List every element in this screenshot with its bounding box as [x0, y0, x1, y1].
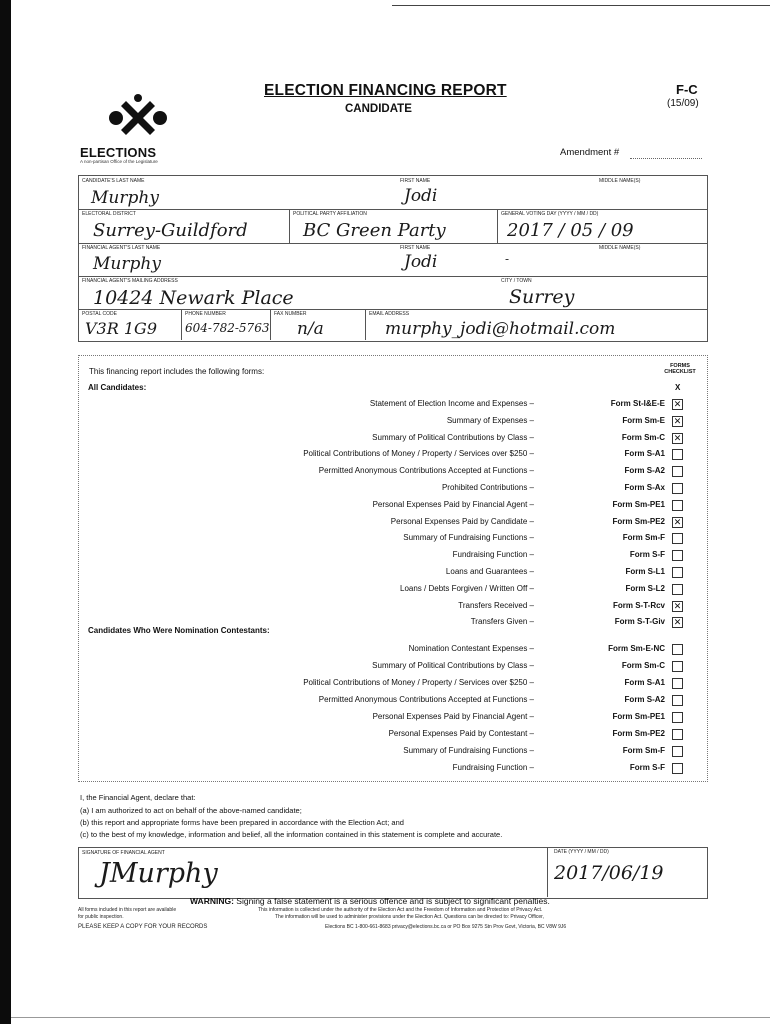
mailing-address-field[interactable]: 10424 Newark Place [93, 287, 294, 309]
form-code: Form Sm-C [621, 661, 665, 670]
party-label: POLITICAL PARTY AFFILIATION [293, 211, 367, 217]
form-code: Form Sm-PE2 [612, 516, 665, 526]
form-description: Personal Expenses Paid by Contestant – [388, 729, 534, 738]
elections-bc-logo-icon [108, 93, 170, 141]
email-label: EMAIL ADDRESS [369, 311, 410, 317]
form-description: Summary of Fundraising Functions – [403, 746, 534, 755]
signature-date-field[interactable]: 2017/06/19 [554, 862, 664, 884]
form-code: Form Sm-PE1 [612, 499, 665, 509]
declaration-intro: I, the Financial Agent, declare that: [80, 793, 196, 802]
form-checkbox[interactable] [672, 763, 683, 774]
voting-day-label: GENERAL VOTING DAY (YYYY / MM / DD) [501, 211, 599, 217]
footer-right-1: This information is collected under the authority of the Election Act and the Freedom of Information and Protection of Privacy Act. [258, 907, 543, 913]
forms-checklist-mark: X [675, 383, 681, 392]
section-all-candidates: All Candidates: [88, 383, 147, 392]
declaration-a: (a) I am authorized to act on behalf of the above-named candidate; [80, 806, 302, 815]
form-checkbox[interactable]: ✕ [673, 600, 682, 611]
section-nomination-contestants: Candidates Who Were Nomination Contestants: [88, 626, 270, 635]
form-code: Form S-L1 [625, 567, 665, 576]
footer-left-1: All forms included in this report are available [78, 907, 177, 913]
form-row [82, 517, 682, 530]
footer-right-2: The information will be used to administer provisions under the Election Act. Questions can be directed to: Privacy Officer, [275, 914, 544, 920]
form-checkbox[interactable] [672, 483, 683, 494]
contact-row [79, 309, 707, 340]
form-code: Form Sm-F [622, 533, 665, 543]
form-description: Summary of Political Contributions by Class – [372, 661, 534, 670]
divider [365, 309, 366, 340]
form-description: Political Contributions of Money / Property / Services over $250 – [303, 449, 534, 459]
agent-first-name-field[interactable]: Jodi [404, 252, 438, 272]
org-tagline: A non-partisan Office of the Legislature [80, 159, 158, 164]
scan-top-rule [392, 5, 770, 6]
form-code: Form S-L2 [625, 583, 665, 593]
signature-label: SIGNATURE OF FINANCIAL AGENT [82, 850, 165, 856]
form-checkbox[interactable] [672, 466, 683, 477]
form-checkbox[interactable] [672, 712, 683, 723]
form-row [82, 644, 682, 657]
form-description: Fundraising Function – [452, 763, 534, 772]
declaration-c: (c) to the best of my knowledge, information and belief, all the information contained in this statement is complete and accurate. [80, 830, 503, 839]
forms-intro: This financing report includes the following forms: [89, 367, 265, 376]
form-row [82, 500, 682, 513]
form-description: Summary of Fundraising Functions – [403, 533, 534, 543]
form-row [82, 746, 682, 759]
warning-body: Signing a false statement is a serious offence and is subject to significant penalties. [236, 896, 550, 906]
form-code: Form S-F [629, 550, 665, 560]
city-label: CITY / TOWN [501, 278, 532, 284]
scan-left-border [0, 0, 11, 1024]
form-checkbox[interactable] [672, 661, 683, 672]
footer-right-3: Elections BC 1-800-661-8683 privacy@elections.bc.ca or PO Box 9275 Stn Prov Govt, Victoria, BC V8W 9J6 [325, 924, 567, 930]
form-checkbox[interactable] [672, 678, 683, 689]
form-checkbox[interactable] [672, 695, 683, 706]
form-description: Permitted Anonymous Contributions Accepted at Functions – [318, 466, 534, 476]
form-row [82, 550, 682, 563]
candidate-last-name-field[interactable]: Murphy [91, 188, 159, 208]
warning-text [190, 896, 550, 906]
form-checkbox[interactable]: ✕ [673, 432, 682, 443]
fax-label: FAX NUMBER [274, 311, 307, 317]
form-checkbox[interactable] [672, 644, 683, 655]
address-row [79, 276, 707, 310]
form-checkbox[interactable] [672, 567, 683, 578]
candidate-middle-name-label: MIDDLE NAME(S) [599, 178, 641, 184]
postal-code-field[interactable]: V3R 1G9 [85, 319, 158, 338]
scan-bottom-rule [11, 1017, 770, 1018]
form-row [82, 567, 682, 580]
form-row [82, 449, 682, 462]
phone-label: PHONE NUMBER [185, 311, 226, 317]
form-description: Personal Expenses Paid by Candidate – [390, 516, 534, 526]
email-field[interactable]: murphy_jodi@hotmail.com [385, 319, 616, 339]
electoral-district-field[interactable]: Surrey-Guildford [93, 220, 248, 241]
form-code: Form S-A1 [624, 449, 665, 459]
agent-middle-name-label: MIDDLE NAME(S) [599, 245, 641, 251]
form-description: Transfers Received – [458, 600, 534, 610]
form-description: Permitted Anonymous Contributions Accepted at Functions – [318, 695, 534, 704]
declaration-b: (b) this report and appropriate forms have been prepared in accordance with the Election Act; and [80, 818, 404, 827]
form-code: Form S-A2 [624, 695, 665, 704]
form-row [82, 601, 682, 614]
city-field[interactable]: Surrey [509, 286, 575, 308]
agent-name-row [79, 243, 707, 277]
form-row [82, 661, 682, 674]
form-row [82, 584, 682, 597]
divider [289, 209, 290, 243]
phone-field[interactable]: 604-782-5763 [185, 321, 270, 335]
form-code: Form S-F [629, 763, 665, 772]
form-code: Form S-Ax [624, 483, 665, 492]
form-description: Nomination Contestant Expenses – [408, 644, 534, 653]
date-label: DATE (YYYY / MM / DD) [554, 849, 609, 855]
candidate-name-row [79, 176, 707, 210]
form-row [82, 695, 682, 708]
form-checkbox[interactable] [672, 746, 683, 757]
form-checkbox[interactable] [672, 550, 683, 561]
form-checkbox[interactable]: ✕ [673, 415, 682, 426]
form-code: Form Sm-C [621, 432, 665, 442]
mailing-address-label: FINANCIAL AGENT'S MAILING ADDRESS [82, 278, 178, 284]
form-description: Prohibited Contributions – [441, 483, 534, 492]
signature-date-section [547, 847, 707, 897]
agent-first-name-label: FIRST NAME [400, 245, 431, 251]
party-field[interactable]: BC Green Party [303, 220, 446, 241]
form-row [82, 483, 682, 496]
warning-label: WARNING: [190, 896, 234, 906]
form-description: Summary of Expenses – [446, 415, 534, 425]
form-checkbox[interactable]: ✕ [673, 617, 682, 628]
divider [181, 309, 182, 340]
form-description: Personal Expenses Paid by Financial Agent – [372, 499, 534, 509]
form-description: Fundraising Function – [452, 550, 534, 560]
divider [270, 309, 271, 340]
form-description: Political Contributions of Money / Property / Services over $250 – [303, 678, 534, 687]
agent-signature[interactable]: JMurphy [99, 858, 218, 889]
form-checkbox[interactable]: ✕ [673, 399, 682, 409]
fax-field[interactable]: n/a [297, 319, 324, 339]
form-code: Form S-A1 [624, 678, 665, 687]
form-code: Form Sm-E-NC [608, 644, 665, 653]
page-title: ELECTION FINANCING REPORT [264, 82, 507, 99]
postal-code-label: POSTAL CODE [82, 311, 118, 317]
form-description: Personal Expenses Paid by Financial Agent – [372, 712, 534, 721]
agent-middle-name-field[interactable]: - [505, 252, 510, 266]
form-version: (15/09) [667, 98, 699, 109]
candidate-first-name-label: FIRST NAME [400, 178, 431, 184]
candidate-first-name-field[interactable]: Jodi [404, 186, 438, 206]
form-description: Transfers Given – [470, 617, 534, 627]
amendment-field[interactable] [630, 158, 702, 159]
form-description: Loans / Debts Forgiven / Written Off – [400, 583, 534, 593]
form-code: Form St-I&E-E [610, 399, 665, 408]
form-row [82, 433, 682, 446]
amendment-label: Amendment # [560, 147, 620, 158]
form-code: Form Sm-PE2 [612, 729, 665, 738]
form-id: F-C [676, 82, 698, 97]
form-code: Form Sm-F [622, 746, 665, 755]
forms-checklist-header: FORMS CHECKLIST [664, 363, 696, 376]
form-checkbox[interactable] [672, 729, 683, 740]
form-checkbox[interactable] [672, 500, 683, 511]
form-code: Form S-T-Rcv [612, 600, 665, 610]
form-row [82, 466, 682, 479]
form-checkbox[interactable] [672, 533, 683, 544]
district-row [79, 209, 707, 244]
agent-last-name-label: FINANCIAL AGENT'S LAST NAME [82, 245, 161, 251]
divider [497, 209, 498, 243]
identity-section [78, 175, 708, 342]
form-row [82, 729, 682, 742]
form-code: Form S-A2 [624, 466, 665, 476]
form-row [82, 678, 682, 691]
form-checkbox[interactable] [672, 584, 683, 595]
voting-day-field[interactable]: 2017 / 05 / 09 [507, 220, 634, 241]
footer-left-3: PLEASE KEEP A COPY FOR YOUR RECORDS [78, 924, 208, 930]
form-code: Form S-T-Giv [614, 617, 665, 627]
form-code: Form Sm-PE1 [612, 712, 665, 721]
agent-last-name-field[interactable]: Murphy [93, 254, 161, 274]
page-subtitle: CANDIDATE [345, 103, 412, 115]
form-checkbox[interactable] [672, 449, 683, 460]
form-row [82, 416, 682, 429]
form-row [82, 533, 682, 546]
form-row [82, 712, 682, 725]
electoral-district-label: ELECTORAL DISTRICT [82, 211, 136, 217]
org-name: ELECTIONS [80, 145, 157, 160]
form-code: Form Sm-E [622, 415, 665, 425]
form-description: Loans and Guarantees – [445, 567, 534, 576]
candidate-last-name-label: CANDIDATE'S LAST NAME [82, 178, 145, 184]
form-row [82, 763, 682, 776]
form-description: Statement of Election Income and Expenses – [369, 399, 534, 408]
form-row [82, 399, 682, 412]
footer-left-2: for public inspection. [78, 914, 124, 920]
form-checkbox[interactable]: ✕ [673, 516, 682, 527]
form-description: Summary of Political Contributions by Class – [372, 432, 534, 442]
